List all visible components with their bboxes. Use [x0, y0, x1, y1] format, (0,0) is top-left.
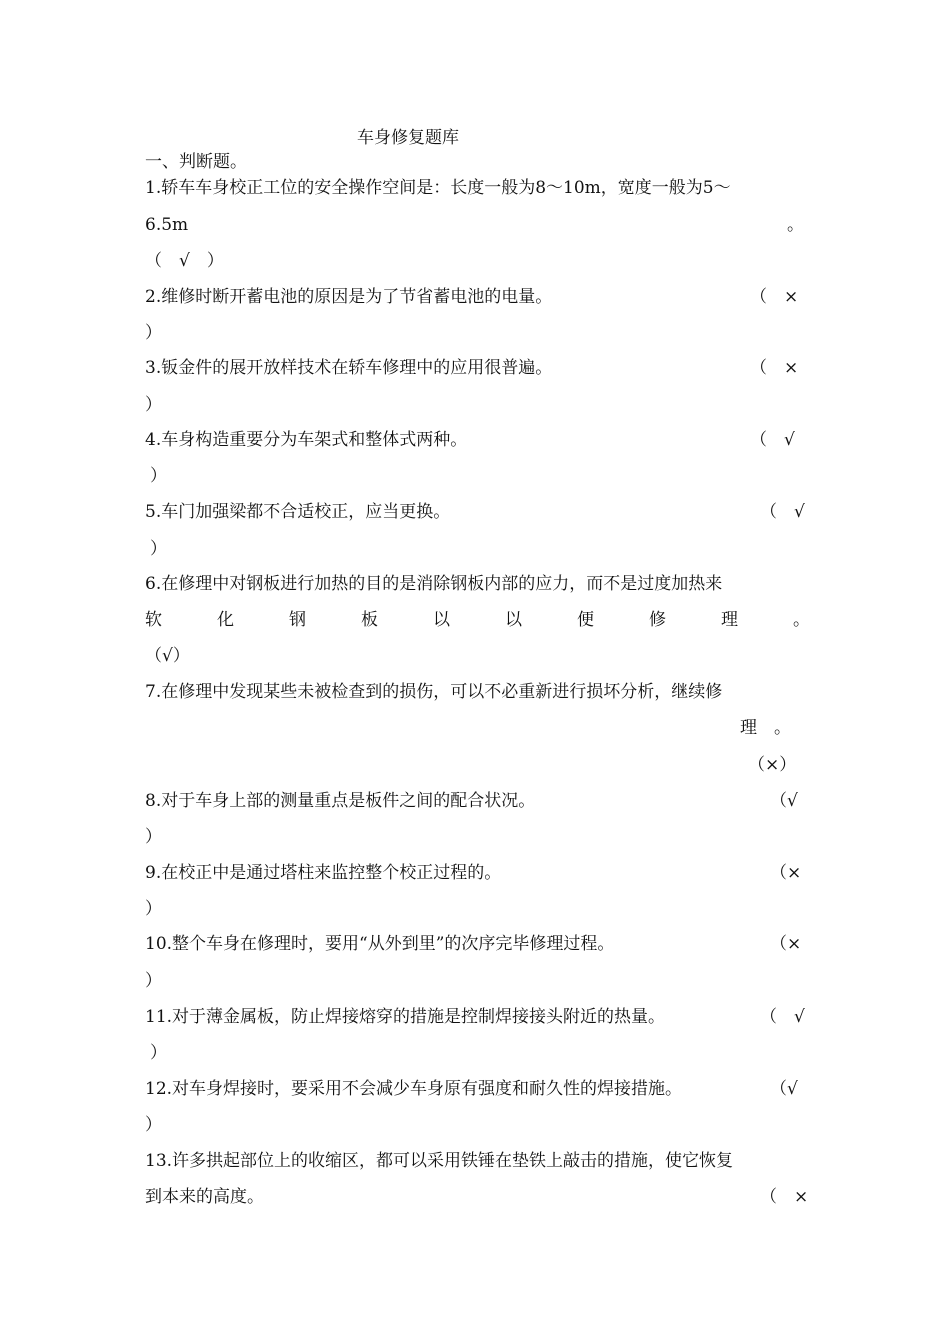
question-6-line-2 — [145, 609, 810, 631]
question-4-text: 4.车身构造重要分为车架式和整体式两种。 — [145, 430, 468, 450]
question-7-line-1: 7.在修理中发现某些未被检查到的损伤，可以不必重新进行损坏分析，继续修 — [145, 682, 723, 702]
question-4-answer-open: （ √ — [750, 430, 795, 450]
question-9-answer-close: ） — [145, 899, 162, 919]
question-6-answer: （√） — [145, 646, 190, 666]
question-10-text: 10.整个车身在修理时，要用“从外到里”的次序完毕修理过程。 — [145, 934, 615, 954]
question-9-text: 9.在校正中是通过塔柱来监控整个校正过程的。 — [145, 863, 502, 883]
question-6-char: 化 — [217, 610, 234, 630]
question-11-answer-close: ） — [150, 1043, 167, 1063]
question-6-char: 以 — [433, 610, 450, 630]
question-8-text: 8.对于车身上部的测量重点是板件之间的配合状况。 — [145, 791, 536, 811]
question-6-char: 软 — [145, 610, 162, 630]
question-12-text: 12.对车身焊接时，要采用不会减少车身原有强度和耐久性的焊接措施。 — [145, 1079, 683, 1099]
question-3-text: 3.钣金件的展开放样技术在轿车修理中的应用很普遍。 — [145, 358, 553, 378]
question-2-answer-open: （ × — [750, 287, 799, 307]
question-1-period: 。 — [787, 215, 804, 235]
question-2-text: 2.维修时断开蓄电池的原因是为了节省蓄电池的电量。 — [145, 287, 553, 307]
question-7-answer: （×） — [748, 755, 797, 775]
question-1-line-1: 1.轿车车身校正工位的安全操作空间是：长度一般为8～10m，宽度一般为5～ — [145, 178, 731, 198]
question-8-answer-close: ） — [145, 827, 162, 847]
question-5-answer-open: （ √ — [760, 502, 805, 522]
question-6-line-1: 6.在修理中对钢板进行加热的目的是消除钢板内部的应力，而不是过度加热来 — [145, 574, 723, 594]
question-9-answer-open: （× — [770, 863, 802, 883]
section-heading: 一、判断题。 — [145, 152, 247, 172]
question-6-char: 板 — [361, 610, 378, 630]
question-13-line-1: 13.许多拱起部位上的收缩区，都可以采用铁锤在垫铁上敲击的措施，使它恢复 — [145, 1151, 734, 1171]
question-5-text: 5.车门加强梁都不合适校正，应当更换。 — [145, 502, 451, 522]
question-10-answer-close: ） — [145, 971, 162, 991]
question-8-answer-open: （√ — [770, 791, 798, 811]
question-6-char: 修 — [649, 610, 666, 630]
question-6-char: 便 — [577, 610, 594, 630]
question-6-char: 。 — [793, 610, 810, 630]
question-4-answer-close: ） — [150, 466, 167, 486]
question-1-line-2: 6.5m — [145, 215, 189, 235]
question-5-answer-close: ） — [150, 539, 167, 559]
question-13-answer-open: （ × — [760, 1187, 809, 1207]
question-7-line-2: 理 。 — [740, 718, 791, 738]
question-6-char: 钢 — [289, 610, 306, 630]
page-title: 车身修复题库 — [357, 128, 459, 148]
question-2-answer-close: ） — [145, 323, 162, 343]
question-12-answer-close: ） — [145, 1115, 162, 1135]
question-10-answer-open: （× — [770, 934, 802, 954]
question-12-answer-open: （√ — [770, 1079, 798, 1099]
question-11-answer-open: （ √ — [760, 1007, 805, 1027]
question-1-answer: （ √ ） — [145, 251, 224, 271]
question-3-answer-open: （ × — [750, 358, 799, 378]
question-6-char: 理 — [721, 610, 738, 630]
question-6-char: 以 — [505, 610, 522, 630]
question-3-answer-close: ） — [145, 395, 162, 415]
question-11-text: 11.对于薄金属板，防止焊接熔穿的措施是控制焊接接头附近的热量。 — [145, 1007, 666, 1027]
question-13-line-2: 到本来的高度。 — [145, 1187, 264, 1207]
